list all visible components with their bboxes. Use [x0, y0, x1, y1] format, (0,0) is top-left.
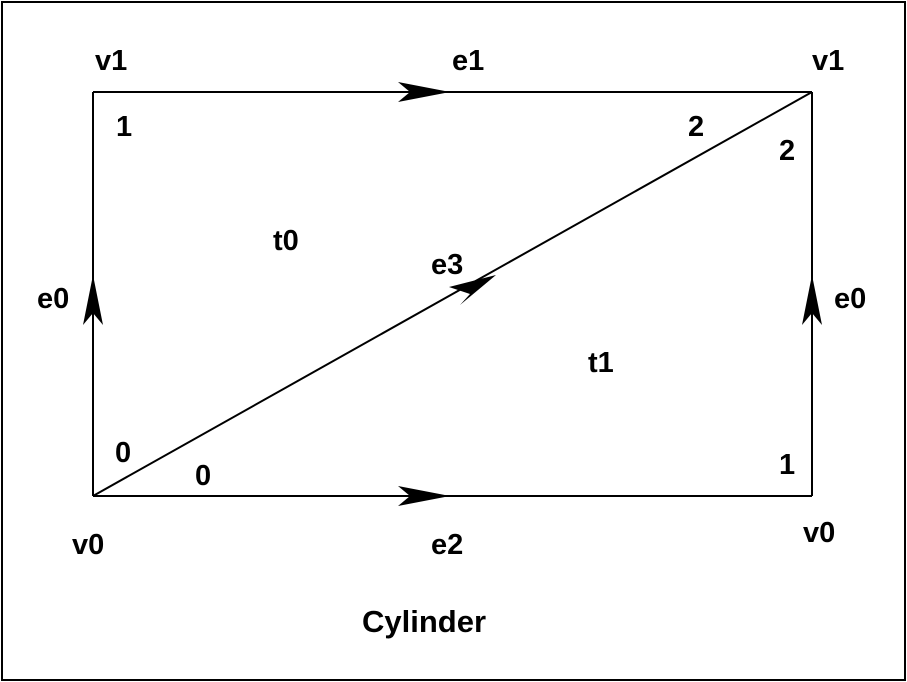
edge-label-bottom: e2 [431, 529, 464, 561]
triangle-label-lower: t1 [588, 347, 614, 379]
edge-diagonal [93, 92, 812, 496]
outer-frame [2, 2, 905, 680]
corner-index-t1-bottom-right: 1 [779, 449, 796, 481]
edge-label-right: e0 [834, 283, 867, 315]
vertex-label-top-left: v1 [95, 45, 128, 77]
edge-label-diagonal: e3 [431, 249, 464, 281]
vertex-label-top-right: v1 [812, 45, 845, 77]
vertex-label-bottom-right: v0 [803, 517, 836, 549]
corner-index-t1-bottom-left: 0 [195, 460, 212, 492]
triangle-label-upper: t0 [273, 225, 299, 257]
edge-label-left: e0 [37, 283, 70, 315]
corner-index-t1-top-right: 2 [779, 135, 796, 167]
diagram-title: Cylinder [362, 604, 487, 639]
vertex-label-bottom-left: v0 [72, 529, 105, 561]
corner-index-t0-top-left: 1 [116, 111, 133, 143]
corner-index-t0-top-right: 2 [688, 111, 705, 143]
edge-label-top: e1 [452, 45, 485, 77]
corner-index-t0-bottom-left: 0 [115, 437, 132, 469]
